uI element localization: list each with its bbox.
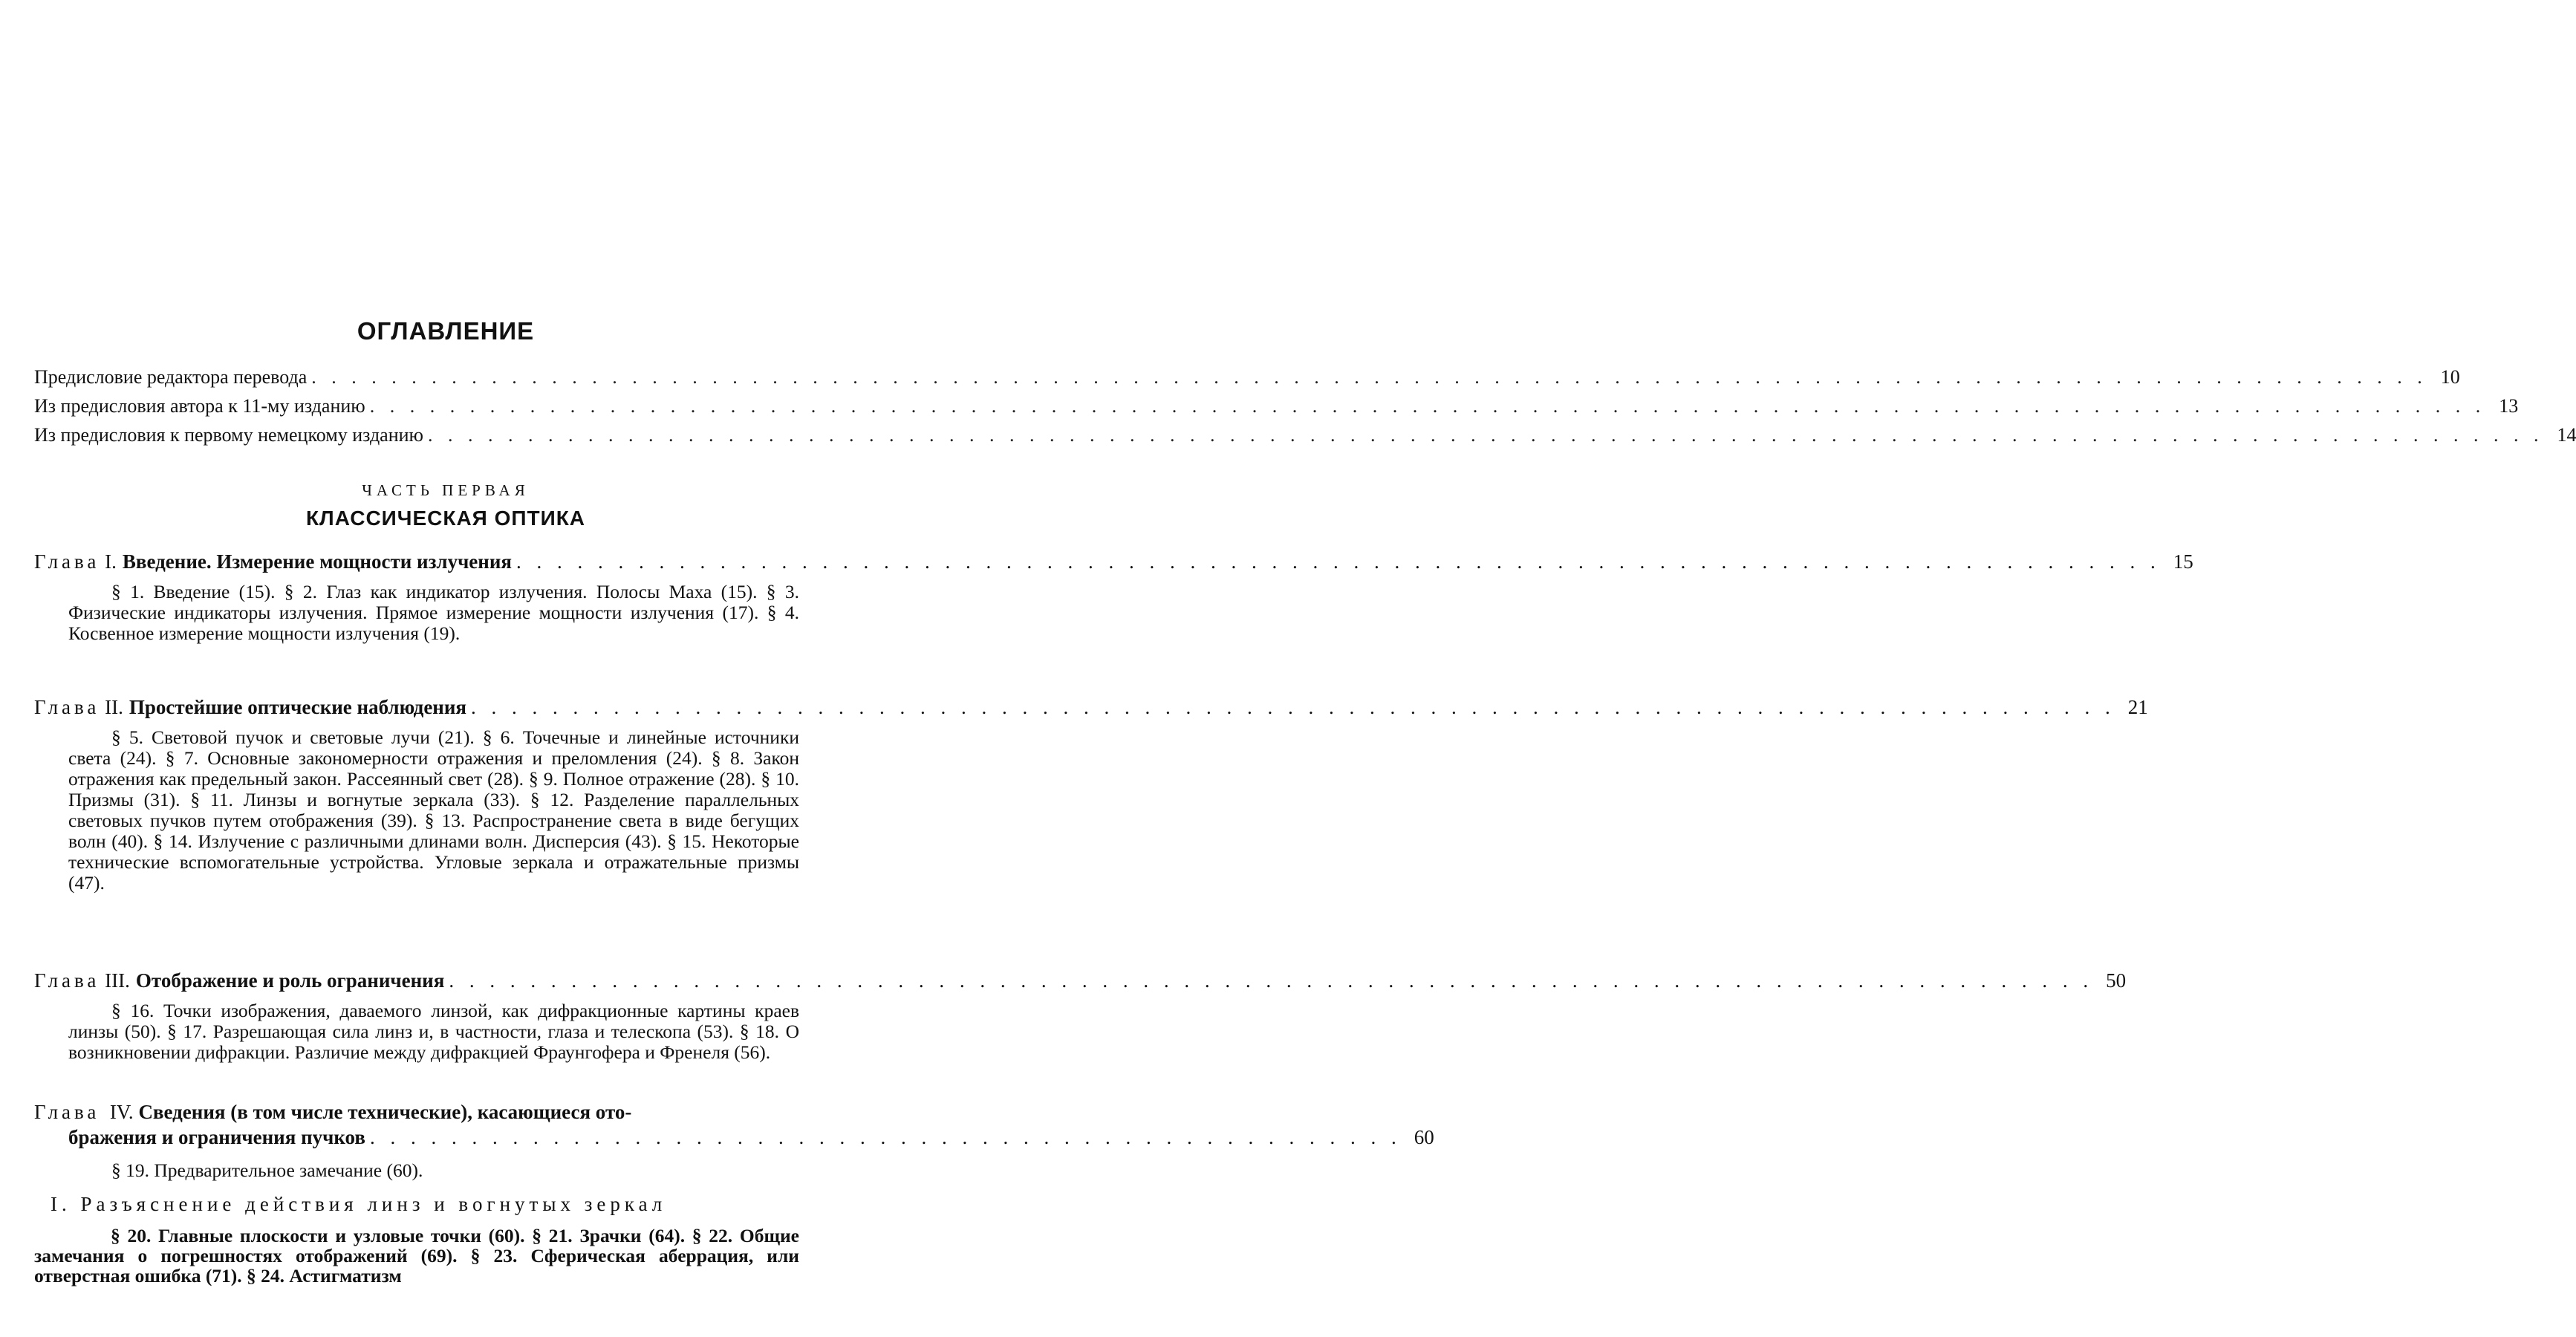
part-label: ЧАСТЬ ПЕРВАЯ: [362, 481, 530, 499]
toc-entry-page: 10: [2440, 366, 2460, 388]
chapter-number: III.: [105, 969, 130, 992]
chapter-title: Введение. Измерение мощности излучения: [122, 550, 512, 573]
chapter-number: I.: [105, 550, 117, 573]
leader-dots: [370, 391, 2486, 420]
toc-entry-page: 13: [2499, 395, 2519, 417]
chapter-3: [34, 967, 2127, 1063]
chapter-title-line2: бражения и ограничения пучков: [68, 1126, 365, 1148]
chapter-summary: § 5. Световой пучок и световые лучи (21). § 6. Точечные и линейные источники света (24). § 7. Основные закономерности отражения и преломления (24). § 8. Закон отражения как предельный закон. Рассеянный свет (28). § 9. Полное отражение (28). § 10. Призмы (31). § 11. Линзы и вогнутые зеркала (33). § 12. Разделение параллельных световых пучков путем отображения (39). § 13. Распространение света в виде бегущих волн (40). § 14. Излучение с различными длинами волн. Дисперсия (43). § 15. Некоторые технические вспомогательные устройства. Угловые зеркала и отражательные призмы (47).: [68, 726, 799, 894]
chapter-number: II.: [105, 696, 123, 718]
chapter-label: Глава: [34, 550, 100, 573]
leader-dots: . . . . . . . . . . . . . . . . . . . . . . . . . . . . . . . . . . . . . . . . . . . . . . . . . . .: [369, 1126, 1402, 1148]
chapter-heading[interactable]: [34, 967, 2127, 995]
chapter-heading[interactable]: [34, 694, 2148, 721]
chapter-label: Глава: [34, 969, 100, 992]
chapter-page: 50: [2106, 969, 2127, 992]
leader-dots: [449, 967, 2093, 995]
chapter-2: [34, 694, 2148, 894]
chapter-summary: § 1. Введение (15). § 2. Глаз как индикатор излучения. Полосы Маха (15). § 3. Физические индикаторы излучения. Прямое измерение мощности излучения (17). § 4. Косвенное измерение мощности излучения (19).: [68, 581, 799, 644]
chapter-page: 60: [1414, 1126, 1434, 1148]
chapter-label: Глава: [34, 1101, 100, 1123]
chapter-summary: § 19. Предварительное замечание (60).: [111, 1159, 423, 1181]
toc-entry-title: Из предисловия автора к 11-му изданию: [34, 395, 365, 417]
chapter-label: Глава: [34, 696, 100, 718]
chapter-heading[interactable]: [34, 548, 2193, 576]
toc-entry[interactable]: [34, 391, 2519, 420]
chapter-summary: § 16. Точки изображения, даваемого линзой, как дифракционные картины краев линзы (50). § 17. Разрешающая сила линз и, в частности, глаза и телескопа (53). § 18. О возникновении дифракции. Различие между дифракцией Фраунгофера и Френеля (56).: [68, 1000, 799, 1063]
leader-dots: [471, 694, 2115, 721]
section-summary: § 20. Главные плоскости и узловые точки (60). § 21. Зрачки (64). § 22. Общие замечания о погрешностях отображений (69). § 23. Сферическая аберрация, или отверстная ошибка (71). § 24. Астигматизм: [34, 1225, 799, 1286]
leader-dots: [428, 420, 2544, 449]
chapter-page: 21: [2127, 696, 2148, 718]
toc-entry[interactable]: [34, 420, 2576, 449]
toc-entry-title: Из предисловия к первому немецкому изданию: [34, 424, 423, 446]
page-title: ОГЛАВЛЕНИЕ: [357, 317, 535, 345]
leader-dots: [516, 548, 2161, 576]
toc-entry-page: 14: [2557, 424, 2576, 446]
toc-entry[interactable]: [34, 362, 2460, 391]
part-title: КЛАССИЧЕСКАЯ ОПТИКА: [305, 507, 586, 530]
chapter-number: IV.: [109, 1101, 134, 1123]
toc-entry-title: Предисловие редактора перевода: [34, 366, 308, 388]
chapter-title: Отображение и роль ограничения: [135, 969, 445, 992]
chapter-4: [34, 1099, 1434, 1181]
chapter-title: Простейшие оптические наблюдения: [129, 696, 467, 718]
section-heading[interactable]: I. Разъяснение действия линз и вогнутых зеркал: [51, 1193, 667, 1215]
leader-dots: [311, 362, 2427, 391]
chapter-page: 15: [2173, 550, 2193, 573]
chapter-title-line1: Сведения (в том числе технические), касающиеся ото-: [138, 1101, 632, 1123]
chapter-1: [34, 548, 2193, 644]
chapter-heading[interactable]: [34, 1099, 1434, 1150]
